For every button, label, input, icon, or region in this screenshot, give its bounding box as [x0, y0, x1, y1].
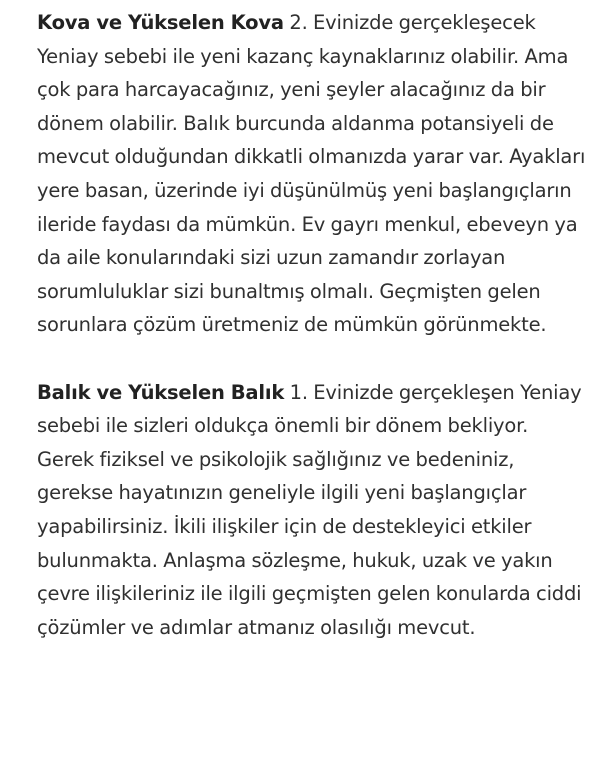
sign-heading-kova: Kova ve Yükselen Kova: [37, 11, 284, 34]
horoscope-paragraph-balik: [37, 376, 586, 645]
sign-heading-balik: Balık ve Yükselen Balık: [37, 380, 285, 404]
paragraph-text-balik: 1. Evinizde gerçekleşen Yeniay sebebi ile sizleri oldukça önemli bir dönem bekliyor. Gerek fiziksel ve psikolojik sağlığınız ve bedeniniz, gerekse hayatınızın geneliyle ilgili yeni başlangıçlar yapabilirsiniz. İkili ilişkiler için de destekleyici etkiler bulunmakta. Anlaşma sözleşme, hukuk, uzak ve yakın çevre ilişkileriniz ile ilgili geçmişten gelen konularda ciddi çözümler ve adımlar atmanız olasılığı mevcut.: [37, 380, 582, 639]
paragraph-text-kova: 2. Evinizde gerçekleşecek Yeniay sebebi ile yeni kazanç kaynaklarınız olabilir. Ama çok para harcayacağınız, yeni şeyler alacağınız da bir dönem olabilir. Balık burcunda aldanma potansiyeli de mevcut olduğundan dikkatli olmanızda yarar var. Ayakları yere basan, üzerinde iyi düşünülmüş yeni başlangıçların ileride faydası da mümkün. Ev gayrı menkul, ebeveyn ya da aile konularındaki sizi uzun zamandır zorlayan sorumluluklar sizi bunaltmış olmalı. Geçmişten gelen sorunlara çözüm üretmeniz de mümkün görünmekte.: [37, 11, 586, 337]
horoscope-paragraph-kova: [37, 6, 586, 342]
